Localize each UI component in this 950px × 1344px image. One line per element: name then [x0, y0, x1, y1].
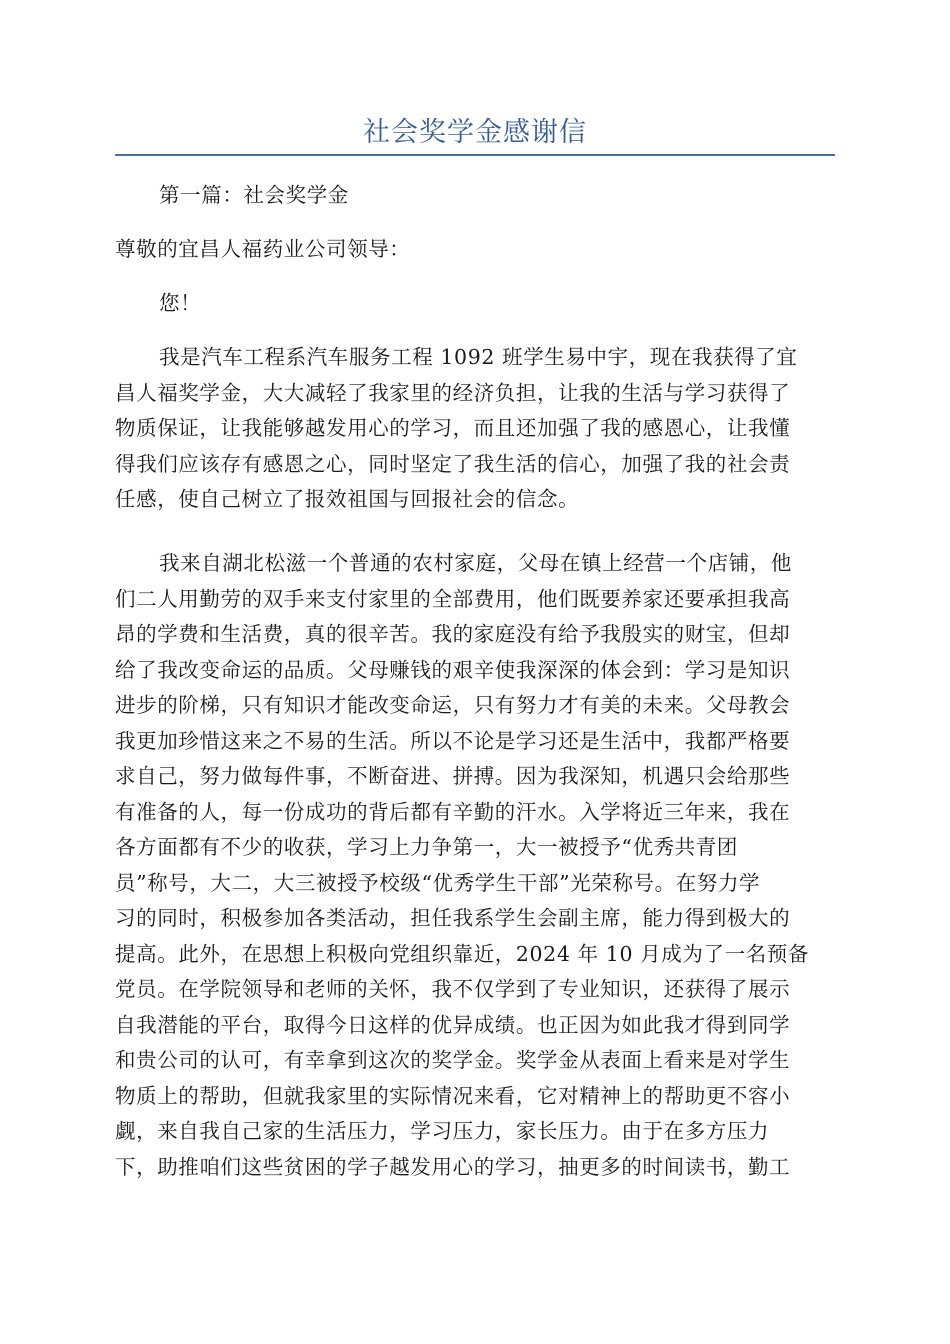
paragraph-line: 提高。此外，在思想上积极向党组织靠近，2024 年 10 月成为了一名预备: [115, 941, 810, 966]
paragraph-line: 昌人福奖学金，大大减轻了我家里的经济负担，让我的生活与学习获得了: [115, 380, 791, 405]
page-title: 社会奖学金感谢信: [363, 117, 587, 148]
paragraph-line: 有准备的人，每一份成功的背后都有辛勤的汗水。入学将近三年来，我在: [115, 799, 791, 824]
paragraph-line: 各方面都有不少的收获，学习上力争第一，大一被授予“优秀共青团: [115, 835, 738, 859]
title-divider: [115, 154, 835, 156]
paragraph-line: 自我潜能的平台，取得今日这样的优异成绩。也正因为如此我才得到同学: [115, 1012, 791, 1037]
paragraph-line: 员”称号，大二，大三被授予校级“优秀学生干部”光荣称号。在努力学: [115, 870, 761, 895]
paragraph-line: 物质保证，让我能够越发用心的学习，而且还加强了我的感恩心，让我懂: [115, 416, 791, 440]
paragraph-line: 求自己，努力做每件事，不断奋进、拼搏。因为我深知，机遇只会给那些: [115, 764, 791, 788]
paragraph-line: 和贵公司的认可，有幸拿到这次的奖学金。奖学金从表面上看来是对学生: [115, 1048, 791, 1072]
paragraph-line: 我是汽车工程系汽车服务工程 1092 班学生易中宇，现在我获得了宜: [159, 345, 798, 369]
paragraph-1: [115, 340, 831, 518]
section-heading: 第一篇：社会奖学金: [159, 183, 349, 207]
paragraph-line: 物质上的帮助，但就我家里的实际情况来看，它对精神上的帮助更不容小: [115, 1083, 791, 1108]
paragraph-line: 进步的阶梯，只有知识才能改变命运，只有努力才有美的未来。父母教会: [115, 693, 791, 717]
paragraph-line: 习的同时，积极参加各类活动，担任我系学生会副主席，能力得到极大的: [115, 906, 791, 930]
paragraph-line: 们二人用勤劳的双手来支付家里的全部费用，他们既要养家还要承担我高: [115, 586, 791, 611]
paragraph-line: 昂的学费和生活费，真的很辛苦。我的家庭没有给予我殷实的财宝，但却: [115, 622, 791, 646]
greeting: 您！: [159, 291, 202, 315]
paragraph-2: [115, 546, 831, 1185]
paragraph-line: 任感，使自己树立了报效祖国与回报社会的信念。: [115, 487, 580, 511]
salutation: 尊敬的宜昌人福药业公司领导：: [115, 237, 411, 261]
paragraph-line: 我更加珍惜这来之不易的生活。所以不论是学习还是生活中，我都严格要: [115, 728, 791, 753]
paragraph-line: 得我们应该存有感恩之心，同时坚定了我生活的信心，加强了我的社会责: [115, 451, 791, 476]
paragraph-line: 给了我改变命运的品质。父母赚钱的艰辛使我深深的体会到：学习是知识: [115, 657, 791, 682]
paragraph-line: 我来自湖北松滋一个普通的农村家庭，父母在镇上经营一个店铺，他: [159, 551, 792, 575]
paragraph-line: 下，助推咱们这些贫困的学子越发用心的学习，抽更多的时间读书，勤工: [115, 1154, 791, 1179]
paragraph-line: 党员。在学院领导和老师的关怀，我不仅学到了专业知识，还获得了展示: [115, 977, 791, 1001]
paragraph-line: 觑，来自我自己家的生活压力，学习压力，家长压力。由于在多方压力: [115, 1119, 770, 1143]
